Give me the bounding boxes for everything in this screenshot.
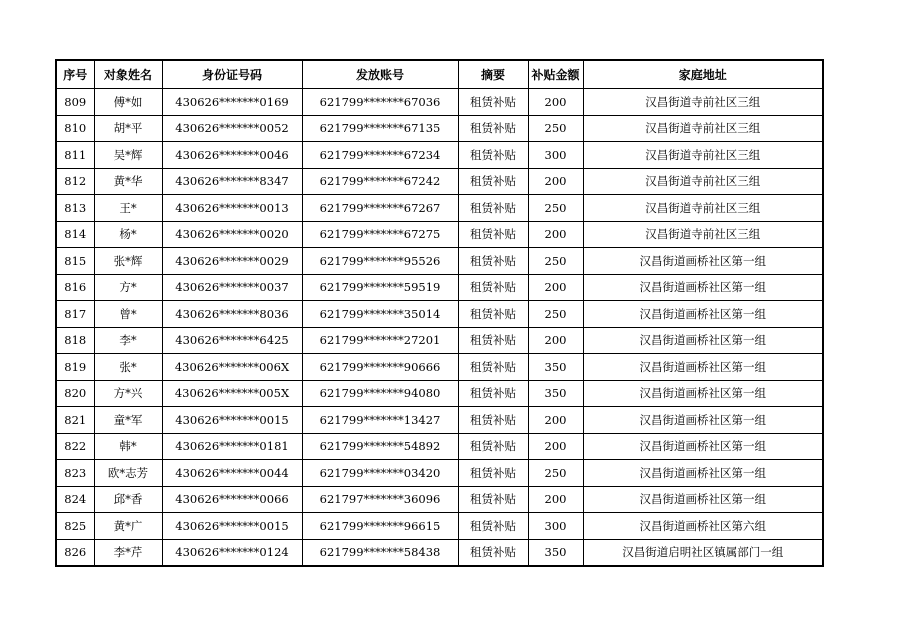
name-cell: 欧*志芳 — [94, 460, 162, 487]
name-cell: 李* — [94, 327, 162, 354]
amount-cell: 200 — [528, 221, 583, 248]
id-number-cell: 430626*******6425 — [162, 327, 302, 354]
id-number-cell: 430626*******0037 — [162, 274, 302, 301]
serial-cell: 818 — [56, 327, 94, 354]
serial-cell: 820 — [56, 380, 94, 407]
header-amount: 补贴金额 — [528, 60, 583, 89]
summary-cell: 租赁补贴 — [458, 142, 528, 169]
serial-cell: 815 — [56, 248, 94, 275]
serial-cell: 809 — [56, 89, 94, 116]
id-number-cell: 430626*******006X — [162, 354, 302, 381]
id-number-cell: 430626*******0015 — [162, 407, 302, 434]
header-account: 发放账号 — [302, 60, 458, 89]
address-cell: 汉昌街道画桥社区第一组 — [583, 274, 823, 301]
serial-cell: 810 — [56, 115, 94, 142]
account-cell: 621799*******67242 — [302, 168, 458, 195]
summary-cell: 租赁补贴 — [458, 460, 528, 487]
account-cell: 621799*******58438 — [302, 539, 458, 566]
summary-cell: 租赁补贴 — [458, 407, 528, 434]
table-row — [56, 89, 823, 116]
name-cell: 韩* — [94, 433, 162, 460]
amount-cell: 200 — [528, 168, 583, 195]
account-cell: 621799*******59519 — [302, 274, 458, 301]
amount-cell: 350 — [528, 354, 583, 381]
serial-cell: 826 — [56, 539, 94, 566]
id-number-cell: 430626*******0020 — [162, 221, 302, 248]
table-row — [56, 221, 823, 248]
table-row — [56, 380, 823, 407]
summary-cell: 租赁补贴 — [458, 195, 528, 222]
amount-cell: 250 — [528, 301, 583, 328]
summary-cell: 租赁补贴 — [458, 539, 528, 566]
account-cell: 621799*******35014 — [302, 301, 458, 328]
serial-cell: 822 — [56, 433, 94, 460]
summary-cell: 租赁补贴 — [458, 486, 528, 513]
amount-cell: 350 — [528, 539, 583, 566]
table-row — [56, 115, 823, 142]
address-cell: 汉昌街道画桥社区第一组 — [583, 407, 823, 434]
name-cell: 曾* — [94, 301, 162, 328]
id-number-cell: 430626*******005X — [162, 380, 302, 407]
amount-cell: 200 — [528, 407, 583, 434]
serial-cell: 817 — [56, 301, 94, 328]
table-body — [56, 89, 823, 567]
summary-cell: 租赁补贴 — [458, 115, 528, 142]
name-cell: 黄*广 — [94, 513, 162, 540]
address-cell: 汉昌街道画桥社区第一组 — [583, 486, 823, 513]
amount-cell: 300 — [528, 513, 583, 540]
summary-cell: 租赁补贴 — [458, 221, 528, 248]
address-cell: 汉昌街道寺前社区三组 — [583, 115, 823, 142]
account-cell: 621799*******67234 — [302, 142, 458, 169]
account-cell: 621799*******67135 — [302, 115, 458, 142]
id-number-cell: 430626*******8036 — [162, 301, 302, 328]
account-cell: 621799*******95526 — [302, 248, 458, 275]
amount-cell: 200 — [528, 89, 583, 116]
header-name: 对象姓名 — [94, 60, 162, 89]
name-cell: 吴*辉 — [94, 142, 162, 169]
amount-cell: 250 — [528, 460, 583, 487]
address-cell: 汉昌街道寺前社区三组 — [583, 142, 823, 169]
account-cell: 621799*******03420 — [302, 460, 458, 487]
name-cell: 王* — [94, 195, 162, 222]
summary-cell: 租赁补贴 — [458, 274, 528, 301]
name-cell: 傅*如 — [94, 89, 162, 116]
id-number-cell: 430626*******0181 — [162, 433, 302, 460]
serial-cell: 823 — [56, 460, 94, 487]
id-number-cell: 430626*******0013 — [162, 195, 302, 222]
table-row — [56, 354, 823, 381]
account-cell: 621799*******67267 — [302, 195, 458, 222]
header-row — [56, 60, 823, 89]
header-id-number: 身份证号码 — [162, 60, 302, 89]
amount-cell: 200 — [528, 486, 583, 513]
serial-cell: 819 — [56, 354, 94, 381]
name-cell: 胡*平 — [94, 115, 162, 142]
address-cell: 汉昌街道画桥社区第一组 — [583, 380, 823, 407]
address-cell: 汉昌街道寺前社区三组 — [583, 168, 823, 195]
table-row — [56, 195, 823, 222]
address-cell: 汉昌街道画桥社区第一组 — [583, 301, 823, 328]
serial-cell: 814 — [56, 221, 94, 248]
name-cell: 方* — [94, 274, 162, 301]
serial-cell: 824 — [56, 486, 94, 513]
serial-cell: 825 — [56, 513, 94, 540]
header-address: 家庭地址 — [583, 60, 823, 89]
summary-cell: 租赁补贴 — [458, 380, 528, 407]
summary-cell: 租赁补贴 — [458, 513, 528, 540]
summary-cell: 租赁补贴 — [458, 354, 528, 381]
table-row — [56, 248, 823, 275]
id-number-cell: 430626*******0015 — [162, 513, 302, 540]
amount-cell: 250 — [528, 248, 583, 275]
name-cell: 方*兴 — [94, 380, 162, 407]
amount-cell: 300 — [528, 142, 583, 169]
address-cell: 汉昌街道寺前社区三组 — [583, 89, 823, 116]
id-number-cell: 430626*******8347 — [162, 168, 302, 195]
table-row — [56, 486, 823, 513]
table-row — [56, 327, 823, 354]
summary-cell: 租赁补贴 — [458, 168, 528, 195]
amount-cell: 350 — [528, 380, 583, 407]
address-cell: 汉昌街道寺前社区三组 — [583, 221, 823, 248]
address-cell: 汉昌街道画桥社区第一组 — [583, 354, 823, 381]
account-cell: 621799*******13427 — [302, 407, 458, 434]
amount-cell: 200 — [528, 433, 583, 460]
summary-cell: 租赁补贴 — [458, 89, 528, 116]
table-row — [56, 168, 823, 195]
summary-cell: 租赁补贴 — [458, 433, 528, 460]
serial-cell: 821 — [56, 407, 94, 434]
account-cell: 621799*******54892 — [302, 433, 458, 460]
account-cell: 621799*******27201 — [302, 327, 458, 354]
account-cell: 621799*******90666 — [302, 354, 458, 381]
table-row — [56, 460, 823, 487]
serial-cell: 816 — [56, 274, 94, 301]
account-cell: 621799*******67275 — [302, 221, 458, 248]
account-cell: 621799*******96615 — [302, 513, 458, 540]
address-cell: 汉昌街道画桥社区第一组 — [583, 248, 823, 275]
name-cell: 张*辉 — [94, 248, 162, 275]
table-row — [56, 407, 823, 434]
table-row — [56, 433, 823, 460]
address-cell: 汉昌街道画桥社区第六组 — [583, 513, 823, 540]
table-row — [56, 539, 823, 566]
header-summary: 摘要 — [458, 60, 528, 89]
id-number-cell: 430626*******0169 — [162, 89, 302, 116]
name-cell: 邱*香 — [94, 486, 162, 513]
summary-cell: 租赁补贴 — [458, 248, 528, 275]
table-row — [56, 142, 823, 169]
header-serial: 序号 — [56, 60, 94, 89]
amount-cell: 200 — [528, 274, 583, 301]
amount-cell: 250 — [528, 115, 583, 142]
account-cell: 621799*******67036 — [302, 89, 458, 116]
table-row — [56, 301, 823, 328]
account-cell: 621799*******94080 — [302, 380, 458, 407]
name-cell: 黄*华 — [94, 168, 162, 195]
name-cell: 张* — [94, 354, 162, 381]
serial-cell: 811 — [56, 142, 94, 169]
serial-cell: 812 — [56, 168, 94, 195]
subsidy-table — [55, 59, 824, 567]
account-cell: 621797*******36096 — [302, 486, 458, 513]
amount-cell: 200 — [528, 327, 583, 354]
table-row — [56, 274, 823, 301]
id-number-cell: 430626*******0066 — [162, 486, 302, 513]
address-cell: 汉昌街道启明社区镇属部门一组 — [583, 539, 823, 566]
serial-cell: 813 — [56, 195, 94, 222]
id-number-cell: 430626*******0124 — [162, 539, 302, 566]
table-row — [56, 513, 823, 540]
address-cell: 汉昌街道画桥社区第一组 — [583, 460, 823, 487]
summary-cell: 租赁补贴 — [458, 301, 528, 328]
name-cell: 童*军 — [94, 407, 162, 434]
address-cell: 汉昌街道画桥社区第一组 — [583, 433, 823, 460]
id-number-cell: 430626*******0044 — [162, 460, 302, 487]
id-number-cell: 430626*******0052 — [162, 115, 302, 142]
address-cell: 汉昌街道画桥社区第一组 — [583, 327, 823, 354]
name-cell: 李*芹 — [94, 539, 162, 566]
amount-cell: 250 — [528, 195, 583, 222]
summary-cell: 租赁补贴 — [458, 327, 528, 354]
id-number-cell: 430626*******0046 — [162, 142, 302, 169]
id-number-cell: 430626*******0029 — [162, 248, 302, 275]
address-cell: 汉昌街道寺前社区三组 — [583, 195, 823, 222]
name-cell: 杨* — [94, 221, 162, 248]
